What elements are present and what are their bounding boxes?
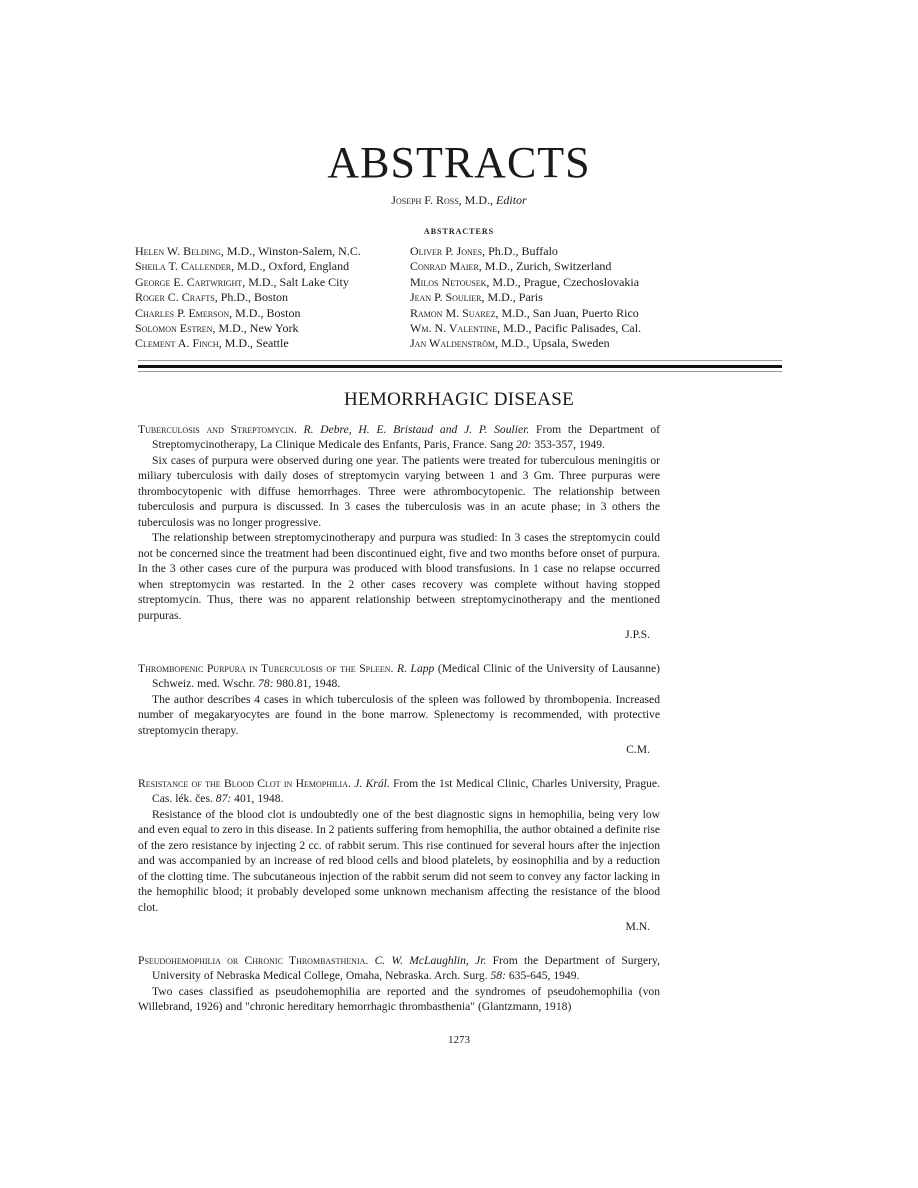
abstracter-entry — [135, 306, 410, 321]
abstracter-detail: , Ph.D., Boston — [214, 290, 289, 305]
abstracter-name: Wm. N. Valentine — [410, 321, 498, 336]
abstract-title: Thrombopenic Purpura in Tuberculosis of the Spleen. — [138, 661, 394, 675]
abstract-citation — [138, 661, 660, 692]
abstracter-detail: , M.D., Winston-Salem, N.C. — [220, 244, 361, 258]
abstract-paragraph: The relationship between streptomycinotherapy and purpura was studied: In 3 cases the streptomycin could not be concerned since the treatment had been discontinued eight, five and two months before onset of purpura. In the 3 other cases cure of the purpura was produced with blood transfusions. In 1 case no relapse occurred when streptomycin was restarted. In the 2 other cases recovery was complete without having stopped streptomycin. Thus, there was no apparent relationship between streptomycinotherapy and the mentioned purpuras. — [138, 531, 660, 622]
abstracter-detail: , M.D., Zurich, Switzerland — [478, 259, 612, 274]
divider-thick — [138, 365, 782, 368]
abstract-pages: 980.81, 1948. — [276, 677, 341, 691]
abstracter-name: Ramon M. Suarez — [410, 305, 496, 320]
abstract-volume: 58: — [490, 969, 506, 983]
abstracter-detail: , M.D., San Juan, Puerto Rico — [495, 305, 639, 320]
abstracter-entry — [410, 259, 641, 274]
section-title: HEMORRHAGIC DISEASE — [343, 388, 575, 410]
abstracter-name: George E. Cartwright — [135, 274, 243, 289]
abstracter-name: Milos Netousek — [410, 274, 487, 289]
abstract-source: From the Department of Surgery, University of Nebraska Medical College, Omaha, Nebraska. Arch. Surg. — [152, 953, 660, 983]
abstracter-name: Conrad Maier — [410, 259, 479, 274]
abstracters-right-column — [410, 244, 641, 352]
abstract-paragraph: Six cases of purpura were observed during one year. The patients were treated for tuberculous meningitis or miliary tuberculosis with daily doses of streptomycin varying between 1 and 3 Gm. Three purpuras were thrombocytopenic with diffuse hemorrhages. Three were athrombocytopenic. The relationship between tuberculosis and purpura is discussed. In 3 cases the tuberculosis was in an acute phase; in 3 others the tuberculosis was no longer progressive. — [138, 453, 660, 529]
abstracters-left-column — [135, 244, 410, 352]
abstract-volume: 87: — [215, 792, 232, 806]
abstracter-name: Clement A. Finch — [135, 336, 219, 351]
abstracter-entry — [135, 244, 410, 259]
abstracter-detail: , M.D., Prague, Czechoslovakia — [486, 274, 640, 289]
editor-role: Editor — [496, 193, 527, 207]
abstract-paragraph: Resistance of the blood clot is undoubtedly one of the best diagnostic signs in hemophilia, being very low and even equal to zero in this disease. In 2 patients suffering from hemophilia, the author obtained a definite rise of the zero resistance by injecting 2 cc. of rabbit serum. This rise continued for several hours after the injection and was accompanied by an increase of red blood cells and blood platelets, by eosinophilia and by a reduction of the clotting time. The subcutaneous injection of the rabbit serum did not seem to convey any factor lacking in the hemophilic blood; it probably developed some unknown mechanism affecting the resistance of the blood clot. — [138, 807, 660, 914]
abstract-source: From the Department of Streptomycinotherapy, La Clinique Medicale des Enfants, Paris, France. Sang — [152, 422, 660, 452]
abstracter-entry — [410, 321, 641, 336]
abstracter-detail: , M.D., Oxford, England — [231, 259, 350, 274]
abstract-entry — [138, 953, 660, 1015]
abstract-entry — [138, 422, 660, 643]
abstract-authors: R. Debre, H. E. Bristaud and J. P. Soulier. — [303, 422, 530, 436]
abstracter-entry — [135, 290, 410, 305]
abstracter-name: Sheila T. Callender — [135, 259, 232, 274]
abstracter-entry — [135, 336, 410, 351]
abstract-entry — [138, 776, 660, 935]
editor-line — [0, 192, 918, 208]
abstract-authors: C. W. McLaughlin, Jr. — [374, 953, 487, 967]
divider-thin-top — [138, 360, 782, 361]
abstracter-detail: , M.D., Salt Lake City — [242, 274, 349, 289]
abstract-entry — [138, 661, 660, 758]
abstract-authors: J. Král. — [354, 776, 390, 790]
divider-thin-bottom — [138, 371, 782, 372]
abstracter-entry — [135, 259, 410, 274]
abstract-citation — [138, 422, 660, 453]
abstracter-detail: , M.D., New York — [212, 321, 299, 336]
editor-name: Joseph F. Ross, M.D., — [391, 193, 494, 207]
abstracter-entry — [135, 275, 410, 290]
abstracter-name: Jan Waldenström — [410, 336, 496, 351]
abstracter-detail: , Ph.D., Buffalo — [482, 244, 558, 258]
abstracter-initials: M.N. — [625, 920, 650, 934]
abstract-pages: 635-645, 1949. — [508, 969, 580, 983]
abstract-source: From the 1st Medical Clinic, Charles University, Prague. Cas. lék. čes. — [152, 776, 660, 806]
abstracter-name: Roger C. Crafts — [135, 290, 215, 305]
abstracter-detail: , M.D., Paris — [481, 290, 543, 305]
page-number: 1273 — [448, 1033, 470, 1046]
abstracter-name: Charles P. Emerson — [135, 305, 230, 320]
abstract-paragraph: Two cases classified as pseudohemophilia are reported and the syndromes of pseudohemophilia (von Willebrand, 1926) and "chronic hereditary hemorrhagic thrombasthenia" (Glantzmann, 1918) — [138, 984, 660, 1014]
abstracter-entry — [410, 275, 641, 290]
abstracts-list — [138, 422, 660, 1015]
abstracters-columns — [135, 244, 918, 352]
abstract-source: (Medical Clinic of the University of Lausanne) Schweiz. med. Wschr. — [152, 661, 660, 691]
abstracters-heading: ABSTRACTERS — [423, 227, 495, 236]
abstracter-detail: , M.D., Pacific Palisades, Cal. — [497, 321, 642, 336]
abstracter-initials: C.M. — [626, 743, 650, 757]
abstract-volume: 78: — [258, 677, 274, 691]
abstract-citation — [138, 953, 660, 984]
abstracter-entry — [410, 306, 641, 321]
abstract-citation — [138, 776, 660, 807]
abstract-authors: R. Lapp — [396, 661, 435, 675]
abstracter-entry — [135, 321, 410, 336]
abstracter-name: Helen W. Belding — [135, 244, 221, 258]
abstract-title: Tuberculosis and Streptomycin. — [138, 422, 297, 436]
abstract-title: Pseudohemophilia or Chronic Thrombasthenia. — [138, 953, 369, 967]
abstract-title: Resistance of the Blood Clot in Hemophilia. — [138, 776, 351, 790]
abstracter-entry — [410, 290, 641, 305]
abstracter-detail: , M.D., Upsala, Sweden — [495, 336, 610, 351]
header-divider — [138, 360, 782, 372]
abstract-pages: 401, 1948. — [234, 792, 284, 806]
abstract-volume: 20: — [516, 438, 532, 452]
abstract-pages: 353-357, 1949. — [534, 438, 605, 452]
abstracter-detail: , M.D., Boston — [229, 305, 301, 320]
abstracter-name: Oliver P. Jones — [410, 244, 483, 258]
abstract-paragraph: The author describes 4 cases in which tuberculosis of the spleen was followed by thrombopenia. Increased number of megakaryocytes are found in the bone marrow. Splenectomy is recommended, with protective streptomycin therapy. — [138, 692, 660, 737]
abstracter-name: Jean P. Soulier — [410, 290, 482, 305]
abstracter-entry — [410, 244, 641, 259]
abstracter-entry — [410, 336, 641, 351]
page-title: ABSTRACTS — [327, 138, 591, 187]
abstracter-detail: , M.D., Seattle — [218, 336, 289, 351]
abstracter-initials: J.P.S. — [625, 628, 650, 642]
abstracter-name: Solomon Estren — [135, 321, 213, 336]
